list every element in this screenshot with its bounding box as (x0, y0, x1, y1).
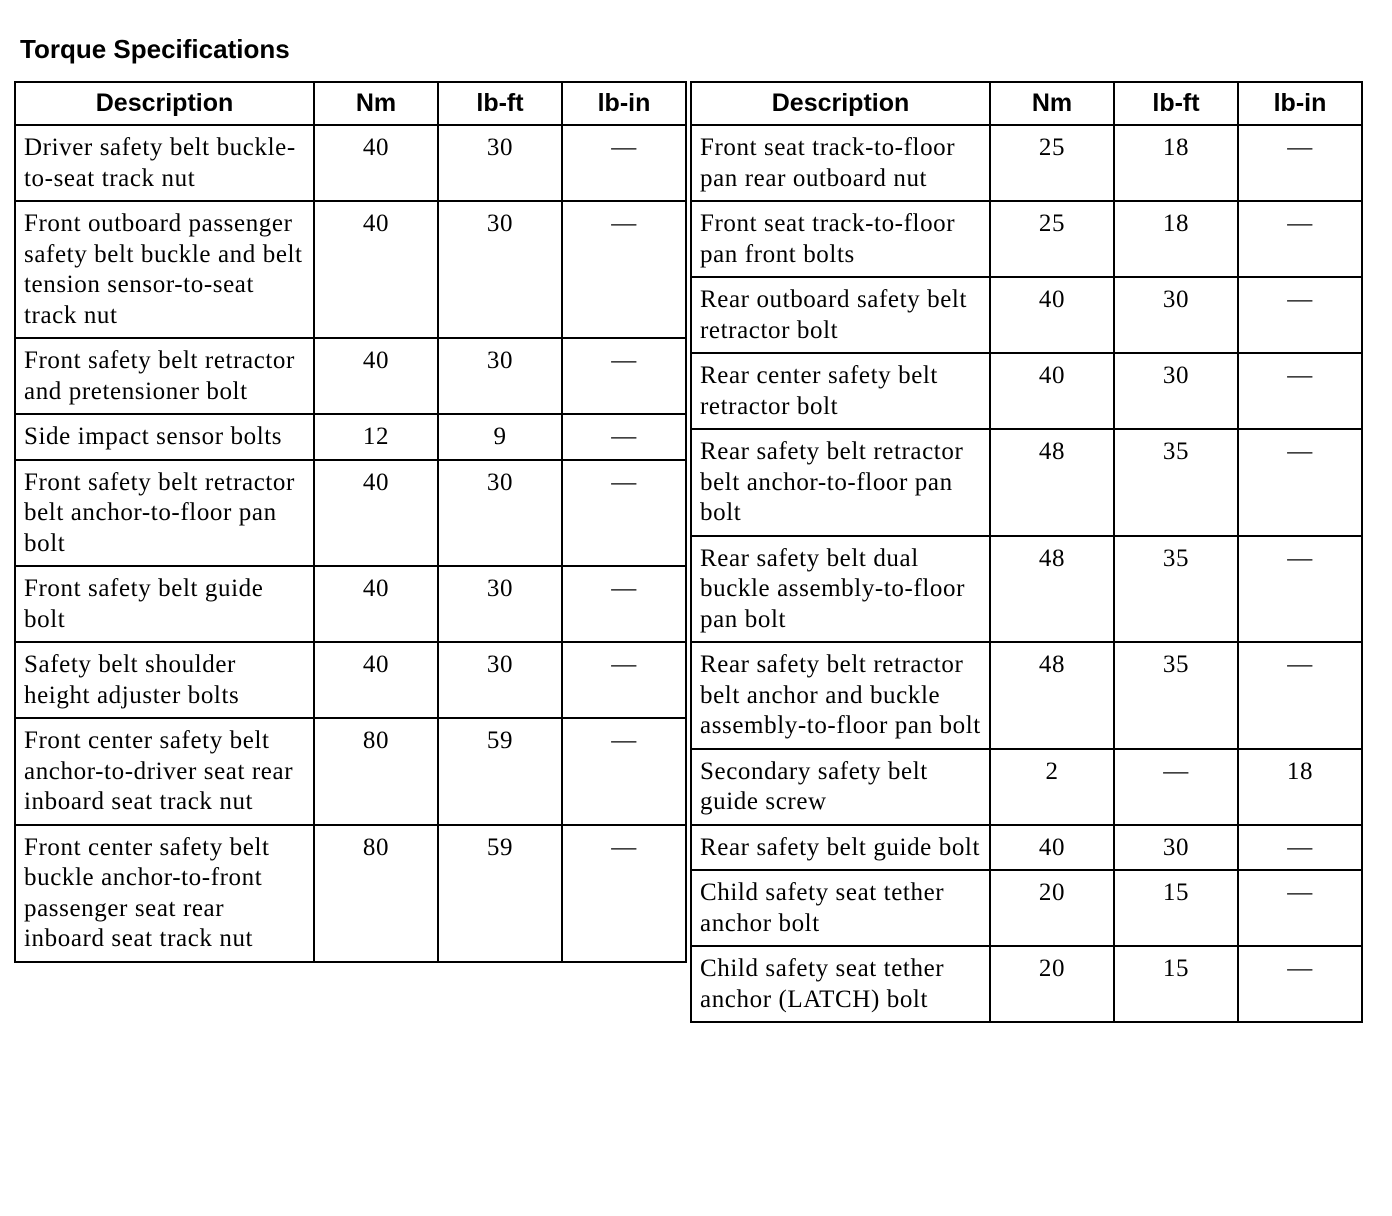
column-header-nm: Nm (990, 82, 1114, 125)
left-table-body (15, 125, 686, 962)
lbin-cell: — (562, 414, 686, 460)
lbft-cell: 35 (1114, 536, 1238, 643)
lbft-cell: 30 (438, 642, 562, 718)
table-row (691, 201, 1362, 277)
column-header-lbft: lb-ft (1114, 82, 1238, 125)
column-header-lbft: lb-ft (438, 82, 562, 125)
nm-cell: 48 (990, 429, 1114, 536)
lbft-cell: — (1114, 749, 1238, 825)
description-cell: Rear center safety belt retractor bolt (691, 353, 990, 429)
description-cell: Front safety belt guide bolt (15, 566, 314, 642)
lbft-cell: 18 (1114, 201, 1238, 277)
description-cell: Rear safety belt guide bolt (691, 825, 990, 871)
table-row (691, 870, 1362, 946)
nm-cell: 40 (314, 201, 438, 338)
nm-cell: 12 (314, 414, 438, 460)
lbft-cell: 59 (438, 825, 562, 962)
nm-cell: 40 (314, 566, 438, 642)
description-cell: Front safety belt retractor belt anchor-to-floor pan bolt (15, 460, 314, 567)
lbft-cell: 18 (1114, 125, 1238, 201)
lbin-cell: — (1238, 201, 1362, 277)
lbft-cell: 35 (1114, 429, 1238, 536)
lbin-cell: — (1238, 125, 1362, 201)
nm-cell: 25 (990, 201, 1114, 277)
lbft-cell: 30 (438, 125, 562, 201)
table-row (15, 125, 686, 201)
description-cell: Driver safety belt buckle-to-seat track nut (15, 125, 314, 201)
nm-cell: 40 (990, 353, 1114, 429)
lbin-cell: — (1238, 429, 1362, 536)
table-row (691, 277, 1362, 353)
table-row (15, 566, 686, 642)
lbin-cell: — (562, 460, 686, 567)
description-cell: Child safety seat tether anchor (LATCH) bolt (691, 946, 990, 1022)
lbft-cell: 30 (1114, 825, 1238, 871)
lbft-cell: 30 (438, 460, 562, 567)
nm-cell: 40 (314, 338, 438, 414)
lbin-cell: 18 (1238, 749, 1362, 825)
nm-cell: 20 (990, 870, 1114, 946)
table-header-row (691, 82, 1362, 125)
nm-cell: 80 (314, 718, 438, 825)
column-header-lbin: lb-in (1238, 82, 1362, 125)
nm-cell: 40 (990, 825, 1114, 871)
description-cell: Rear safety belt dual buckle assembly-to-floor pan bolt (691, 536, 990, 643)
description-cell: Front safety belt retractor and pretensioner bolt (15, 338, 314, 414)
lbin-cell: — (1238, 277, 1362, 353)
column-header-lbin: lb-in (562, 82, 686, 125)
torque-table-left (14, 81, 687, 963)
lbin-cell: — (562, 125, 686, 201)
table-header-row (15, 82, 686, 125)
lbft-cell: 15 (1114, 870, 1238, 946)
lbin-cell: — (1238, 946, 1362, 1022)
lbin-cell: — (562, 642, 686, 718)
lbft-cell: 35 (1114, 642, 1238, 749)
nm-cell: 25 (990, 125, 1114, 201)
table-row (691, 749, 1362, 825)
table-row (15, 338, 686, 414)
description-cell: Side impact sensor bolts (15, 414, 314, 460)
table-row (15, 718, 686, 825)
lbft-cell: 30 (438, 201, 562, 338)
lbin-cell: — (562, 338, 686, 414)
nm-cell: 40 (314, 642, 438, 718)
table-row (691, 642, 1362, 749)
lbin-cell: — (562, 566, 686, 642)
lbin-cell: — (562, 201, 686, 338)
description-cell: Secondary safety belt guide screw (691, 749, 990, 825)
lbin-cell: — (1238, 536, 1362, 643)
table-row (15, 642, 686, 718)
lbin-cell: — (562, 718, 686, 825)
lbin-cell: — (1238, 642, 1362, 749)
lbft-cell: 30 (438, 338, 562, 414)
nm-cell: 80 (314, 825, 438, 962)
lbin-cell: — (562, 825, 686, 962)
lbft-cell: 30 (1114, 353, 1238, 429)
description-cell: Rear safety belt retractor belt anchor-to-floor pan bolt (691, 429, 990, 536)
nm-cell: 20 (990, 946, 1114, 1022)
right-table-body (691, 125, 1362, 1022)
page-title: Torque Specifications (20, 34, 290, 64)
lbft-cell: 59 (438, 718, 562, 825)
description-cell: Front outboard passenger safety belt buckle and belt tension sensor-to-seat track nut (15, 201, 314, 338)
description-cell: Front center safety belt buckle anchor-to-front passenger seat rear inboard seat track nut (15, 825, 314, 962)
table-row (691, 946, 1362, 1022)
description-cell: Front seat track-to-floor pan rear outboard nut (691, 125, 990, 201)
description-cell: Child safety seat tether anchor bolt (691, 870, 990, 946)
table-row (691, 125, 1362, 201)
lbft-cell: 9 (438, 414, 562, 460)
column-header-description: Description (15, 82, 314, 125)
lbft-cell: 30 (1114, 277, 1238, 353)
column-header-description: Description (691, 82, 990, 125)
lbin-cell: — (1238, 870, 1362, 946)
nm-cell: 2 (990, 749, 1114, 825)
description-cell: Front seat track-to-floor pan front bolts (691, 201, 990, 277)
nm-cell: 40 (990, 277, 1114, 353)
table-row (691, 353, 1362, 429)
table-row (15, 460, 686, 567)
lbft-cell: 15 (1114, 946, 1238, 1022)
table-row (691, 429, 1362, 536)
nm-cell: 40 (314, 460, 438, 567)
nm-cell: 48 (990, 536, 1114, 643)
description-cell: Safety belt shoulder height adjuster bolts (15, 642, 314, 718)
nm-cell: 40 (314, 125, 438, 201)
table-row (15, 414, 686, 460)
description-cell: Rear outboard safety belt retractor bolt (691, 277, 990, 353)
column-header-nm: Nm (314, 82, 438, 125)
torque-table-right (690, 81, 1363, 1023)
table-row (15, 201, 686, 338)
description-cell: Front center safety belt anchor-to-driver seat rear inboard seat track nut (15, 718, 314, 825)
lbft-cell: 30 (438, 566, 562, 642)
table-row (15, 825, 686, 962)
nm-cell: 48 (990, 642, 1114, 749)
lbin-cell: — (1238, 825, 1362, 871)
description-cell: Rear safety belt retractor belt anchor and buckle assembly-to-floor pan bolt (691, 642, 990, 749)
table-row (691, 825, 1362, 871)
lbin-cell: — (1238, 353, 1362, 429)
table-row (691, 536, 1362, 643)
